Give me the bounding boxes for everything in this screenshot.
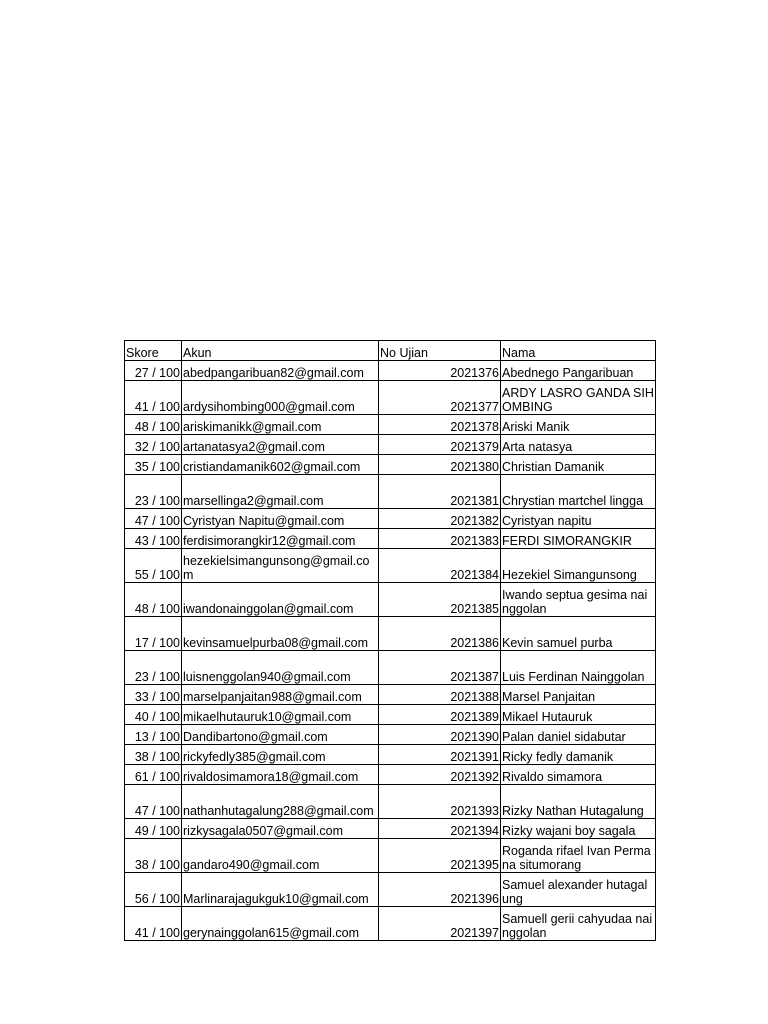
cell-skore: 49 / 100: [125, 819, 182, 839]
cell-akun: cristiandamanik602@gmail.com: [182, 455, 379, 475]
cell-nama: Ricky fedly damanik: [501, 745, 656, 765]
table-header-row: [125, 341, 656, 361]
table-row: [125, 839, 656, 873]
cell-akun: Marlinarajagukguk10@gmail.com: [182, 873, 379, 907]
table-row: [125, 455, 656, 475]
table-row: [125, 415, 656, 435]
cell-skore: 38 / 100: [125, 745, 182, 765]
table-row: [125, 475, 656, 509]
table-row: [125, 549, 656, 583]
header-no-ujian: No Ujian: [379, 341, 501, 361]
cell-nama: Christian Damanik: [501, 455, 656, 475]
cell-nama: Mikael Hutauruk: [501, 705, 656, 725]
cell-nama: Marsel Panjaitan: [501, 685, 656, 705]
cell-skore: 61 / 100: [125, 765, 182, 785]
cell-akun: luisnenggolan940@gmail.com: [182, 651, 379, 685]
cell-skore: 33 / 100: [125, 685, 182, 705]
table-row: [125, 705, 656, 725]
cell-skore: 17 / 100: [125, 617, 182, 651]
cell-skore: 23 / 100: [125, 651, 182, 685]
cell-skore: 47 / 100: [125, 509, 182, 529]
table-row: [125, 583, 656, 617]
cell-no-ujian: 2021386: [379, 617, 501, 651]
table-row: [125, 725, 656, 745]
cell-nama: Cyristyan napitu: [501, 509, 656, 529]
table-row: [125, 651, 656, 685]
cell-nama: Roganda rifael Ivan Permana situmorang: [501, 839, 656, 873]
cell-akun: rivaldosimamora18@gmail.com: [182, 765, 379, 785]
cell-nama: Rivaldo simamora: [501, 765, 656, 785]
cell-no-ujian: 2021391: [379, 745, 501, 765]
cell-skore: 47 / 100: [125, 785, 182, 819]
cell-akun: Dandibartono@gmail.com: [182, 725, 379, 745]
cell-nama: Ariski Manik: [501, 415, 656, 435]
cell-akun: ferdisimorangkir12@gmail.com: [182, 529, 379, 549]
table-row: [125, 907, 656, 941]
cell-no-ujian: 2021392: [379, 765, 501, 785]
cell-no-ujian: 2021385: [379, 583, 501, 617]
cell-no-ujian: 2021377: [379, 381, 501, 415]
cell-akun: Cyristyan Napitu@gmail.com: [182, 509, 379, 529]
cell-skore: 38 / 100: [125, 839, 182, 873]
cell-akun: artanatasya2@gmail.com: [182, 435, 379, 455]
cell-nama: Hezekiel Simangunsong: [501, 549, 656, 583]
cell-skore: 43 / 100: [125, 529, 182, 549]
cell-akun: gandaro490@gmail.com: [182, 839, 379, 873]
cell-no-ujian: 2021389: [379, 705, 501, 725]
cell-skore: 32 / 100: [125, 435, 182, 455]
cell-nama: Abednego Pangaribuan: [501, 361, 656, 381]
cell-skore: 41 / 100: [125, 381, 182, 415]
table-row: [125, 435, 656, 455]
cell-nama: Luis Ferdinan Nainggolan: [501, 651, 656, 685]
table-row: [125, 685, 656, 705]
cell-no-ujian: 2021378: [379, 415, 501, 435]
cell-no-ujian: 2021394: [379, 819, 501, 839]
table-row: [125, 617, 656, 651]
table-row: [125, 765, 656, 785]
table-row: [125, 873, 656, 907]
cell-skore: 13 / 100: [125, 725, 182, 745]
cell-akun: marsellinga2@gmail.com: [182, 475, 379, 509]
table-row: [125, 745, 656, 765]
cell-no-ujian: 2021379: [379, 435, 501, 455]
cell-skore: 35 / 100: [125, 455, 182, 475]
cell-no-ujian: 2021387: [379, 651, 501, 685]
cell-no-ujian: 2021397: [379, 907, 501, 941]
cell-no-ujian: 2021383: [379, 529, 501, 549]
cell-nama: ARDY LASRO GANDA SIHOMBING: [501, 381, 656, 415]
cell-skore: 27 / 100: [125, 361, 182, 381]
cell-no-ujian: 2021384: [379, 549, 501, 583]
cell-no-ujian: 2021376: [379, 361, 501, 381]
cell-no-ujian: 2021388: [379, 685, 501, 705]
cell-nama: Rizky wajani boy sagala: [501, 819, 656, 839]
header-skore: Skore: [125, 341, 182, 361]
score-table: [124, 340, 656, 941]
cell-skore: 55 / 100: [125, 549, 182, 583]
cell-akun: hezekielsimangunsong@gmail.com: [182, 549, 379, 583]
table-row: [125, 819, 656, 839]
cell-no-ujian: 2021381: [379, 475, 501, 509]
cell-no-ujian: 2021382: [379, 509, 501, 529]
cell-akun: kevinsamuelpurba08@gmail.com: [182, 617, 379, 651]
cell-akun: gerynainggolan615@gmail.com: [182, 907, 379, 941]
table-row: [125, 529, 656, 549]
cell-nama: Rizky Nathan Hutagalung: [501, 785, 656, 819]
cell-akun: rizkysagala0507@gmail.com: [182, 819, 379, 839]
cell-nama: Samuell gerii cahyudaa nainggolan: [501, 907, 656, 941]
cell-skore: 48 / 100: [125, 583, 182, 617]
table-row: [125, 361, 656, 381]
cell-nama: Chrystian martchel lingga: [501, 475, 656, 509]
cell-no-ujian: 2021380: [379, 455, 501, 475]
table-row: [125, 509, 656, 529]
cell-nama: Kevin samuel purba: [501, 617, 656, 651]
cell-skore: 40 / 100: [125, 705, 182, 725]
cell-akun: abedpangaribuan82@gmail.com: [182, 361, 379, 381]
cell-akun: ariskimanikk@gmail.com: [182, 415, 379, 435]
cell-akun: ardysihombing000@gmail.com: [182, 381, 379, 415]
cell-nama: FERDI SIMORANGKIR: [501, 529, 656, 549]
cell-nama: Iwando septua gesima nainggolan: [501, 583, 656, 617]
cell-skore: 48 / 100: [125, 415, 182, 435]
cell-nama: Samuel alexander hutagalung: [501, 873, 656, 907]
table-row: [125, 381, 656, 415]
cell-skore: 23 / 100: [125, 475, 182, 509]
cell-no-ujian: 2021393: [379, 785, 501, 819]
table-row: [125, 785, 656, 819]
cell-skore: 56 / 100: [125, 873, 182, 907]
cell-nama: Palan daniel sidabutar: [501, 725, 656, 745]
cell-akun: marselpanjaitan988@gmail.com: [182, 685, 379, 705]
cell-akun: nathanhutagalung288@gmail.com: [182, 785, 379, 819]
cell-akun: iwandonainggolan@gmail.com: [182, 583, 379, 617]
cell-akun: mikaelhutauruk10@gmail.com: [182, 705, 379, 725]
header-akun: Akun: [182, 341, 379, 361]
cell-no-ujian: 2021390: [379, 725, 501, 745]
header-nama: Nama: [501, 341, 656, 361]
cell-akun: rickyfedly385@gmail.com: [182, 745, 379, 765]
cell-no-ujian: 2021395: [379, 839, 501, 873]
cell-no-ujian: 2021396: [379, 873, 501, 907]
cell-nama: Arta natasya: [501, 435, 656, 455]
cell-skore: 41 / 100: [125, 907, 182, 941]
